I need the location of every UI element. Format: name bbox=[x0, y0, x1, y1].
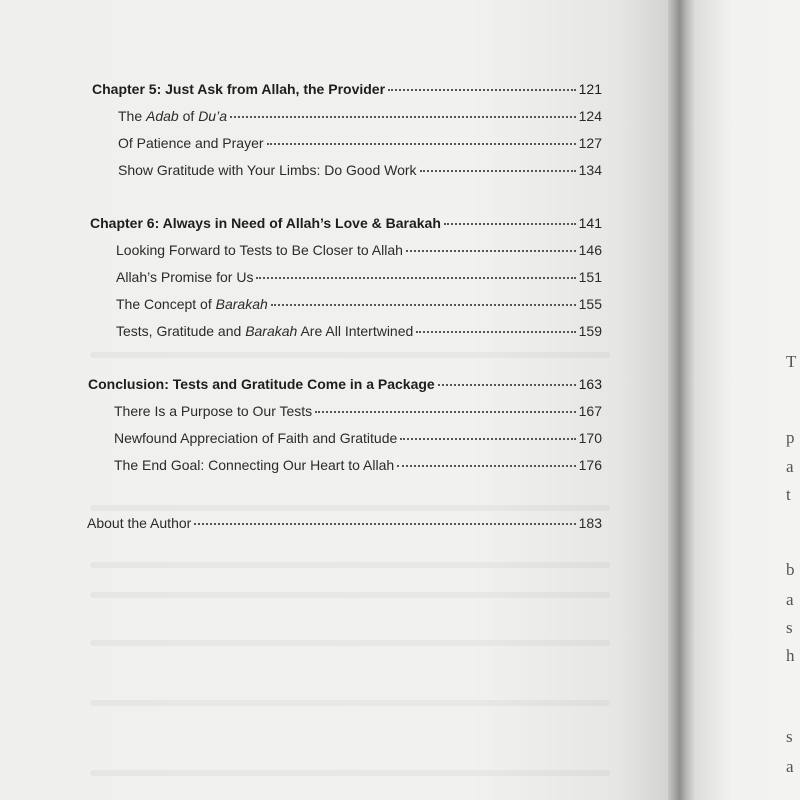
toc-entry-title bbox=[118, 134, 264, 152]
right-page-letter: p bbox=[786, 428, 795, 447]
toc-page-number: 159 bbox=[578, 323, 602, 339]
toc-page-number: 141 bbox=[578, 215, 602, 231]
dot-leader bbox=[267, 143, 576, 145]
dot-leader bbox=[256, 277, 575, 279]
dot-leader bbox=[315, 411, 575, 413]
dot-leader bbox=[438, 384, 576, 386]
right-page-letter: a bbox=[786, 590, 794, 609]
toc-page-number: 124 bbox=[578, 108, 602, 124]
toc-page-number: 163 bbox=[578, 376, 602, 392]
right-book-page bbox=[694, 0, 800, 800]
toc-page-number: 176 bbox=[578, 457, 602, 473]
toc-entry-title bbox=[88, 375, 435, 393]
toc-entry-title-text: Show Gratitude with Your Limbs: Do Good Work bbox=[118, 162, 417, 178]
dot-leader bbox=[271, 304, 576, 306]
right-page-text-edge bbox=[786, 0, 800, 800]
toc-entry-title-text: Looking Forward to Tests to Be Closer to Allah bbox=[116, 242, 403, 258]
toc-entry-title-text: About the Author bbox=[87, 515, 192, 531]
toc-subsection-entry[interactable] bbox=[114, 429, 602, 447]
toc-entry-title-italic: Du’a bbox=[198, 108, 227, 124]
toc-page-number: 151 bbox=[578, 269, 602, 285]
toc-entry-title bbox=[92, 80, 385, 98]
toc-page-number: 127 bbox=[578, 135, 602, 151]
right-page-letter: a bbox=[786, 457, 794, 476]
dot-leader bbox=[397, 465, 575, 467]
toc-entry-title-text: Of Patience and Prayer bbox=[118, 135, 264, 151]
dot-leader bbox=[420, 170, 576, 172]
toc-subsection-entry[interactable] bbox=[116, 268, 602, 286]
toc-entry-title-text: Newfound Appreciation of Faith and Gratitude bbox=[114, 430, 398, 446]
toc-chapter-entry[interactable] bbox=[92, 80, 602, 98]
toc-entry-title bbox=[90, 214, 441, 232]
toc-entry-title-text: There Is a Purpose to Our Tests bbox=[114, 403, 313, 419]
toc-entry-title-text: The End Goal: Connecting Our Heart to Allah bbox=[114, 457, 395, 473]
toc-page-number: 155 bbox=[578, 296, 602, 312]
toc-entry-title-text: Chapter 5: Just Ask from Allah, the Provider bbox=[92, 81, 386, 97]
toc-entry-title bbox=[118, 161, 417, 179]
dot-leader bbox=[388, 89, 576, 91]
toc-entry-title-text: Conclusion: Tests and Gratitude Come in a Package bbox=[88, 376, 435, 392]
dot-leader bbox=[194, 523, 575, 525]
dot-leader bbox=[416, 331, 575, 333]
toc-chapter-entry[interactable] bbox=[90, 214, 602, 232]
toc-page-number: 167 bbox=[578, 403, 602, 419]
toc-entry-title-italic: Adab bbox=[146, 108, 179, 124]
toc-entry-title bbox=[116, 268, 253, 286]
toc-entry-title-text: Tests, Gratitude and bbox=[116, 323, 246, 339]
dot-leader bbox=[230, 116, 576, 118]
dot-leader bbox=[406, 250, 576, 252]
toc-entry-title bbox=[114, 402, 312, 420]
toc-subsection-entry[interactable] bbox=[114, 402, 602, 420]
toc-subsection-entry[interactable] bbox=[118, 134, 602, 152]
toc-entry-title-italic: Barakah bbox=[245, 323, 298, 339]
toc-subsection-entry[interactable] bbox=[114, 456, 602, 474]
toc-page-number: 121 bbox=[578, 81, 602, 97]
toc-entry-title-text: The Concept of bbox=[116, 296, 216, 312]
right-page-letter: h bbox=[786, 646, 795, 665]
toc-subsection-entry[interactable] bbox=[118, 161, 602, 179]
toc-page-number: 134 bbox=[578, 162, 602, 178]
toc-entry-title bbox=[116, 322, 413, 340]
right-page-letter: t bbox=[786, 485, 791, 504]
right-page-letter: b bbox=[786, 560, 795, 579]
toc-subsection-entry[interactable] bbox=[118, 107, 602, 125]
right-page-letter: s bbox=[786, 618, 793, 637]
toc-page-number: 146 bbox=[578, 242, 602, 258]
toc-entry-title bbox=[114, 429, 397, 447]
dot-leader bbox=[444, 223, 576, 225]
toc-page-number: 183 bbox=[578, 515, 602, 531]
toc-entry-title-italic: Barakah bbox=[215, 296, 268, 312]
right-page-letter: a bbox=[786, 757, 794, 776]
toc-entry-title bbox=[114, 456, 394, 474]
toc-subsection-entry[interactable] bbox=[116, 295, 602, 313]
dot-leader bbox=[400, 438, 575, 440]
toc-entry-title bbox=[116, 295, 268, 313]
toc-entry-title bbox=[87, 514, 191, 532]
toc-entry-title-text: Are All Intertwined bbox=[297, 323, 414, 339]
toc-chapter-entry[interactable] bbox=[88, 375, 602, 393]
toc-subsection-entry[interactable] bbox=[116, 322, 602, 340]
toc-entry-title-text: Chapter 6: Always in Need of Allah’s Love & Barakah bbox=[90, 215, 441, 231]
toc-entry-title-text: Allah’s Promise for Us bbox=[116, 269, 254, 285]
toc-page-number: 170 bbox=[578, 430, 602, 446]
toc-entry-title-text: of bbox=[178, 108, 199, 124]
right-page-letter: T bbox=[786, 352, 797, 371]
toc-entry-title bbox=[118, 107, 227, 125]
toc-entry-title-text: The bbox=[118, 108, 147, 124]
toc-entry-title bbox=[116, 241, 403, 259]
toc-about-entry[interactable] bbox=[87, 514, 602, 532]
toc-subsection-entry[interactable] bbox=[116, 241, 602, 259]
right-page-letter: s bbox=[786, 727, 793, 746]
